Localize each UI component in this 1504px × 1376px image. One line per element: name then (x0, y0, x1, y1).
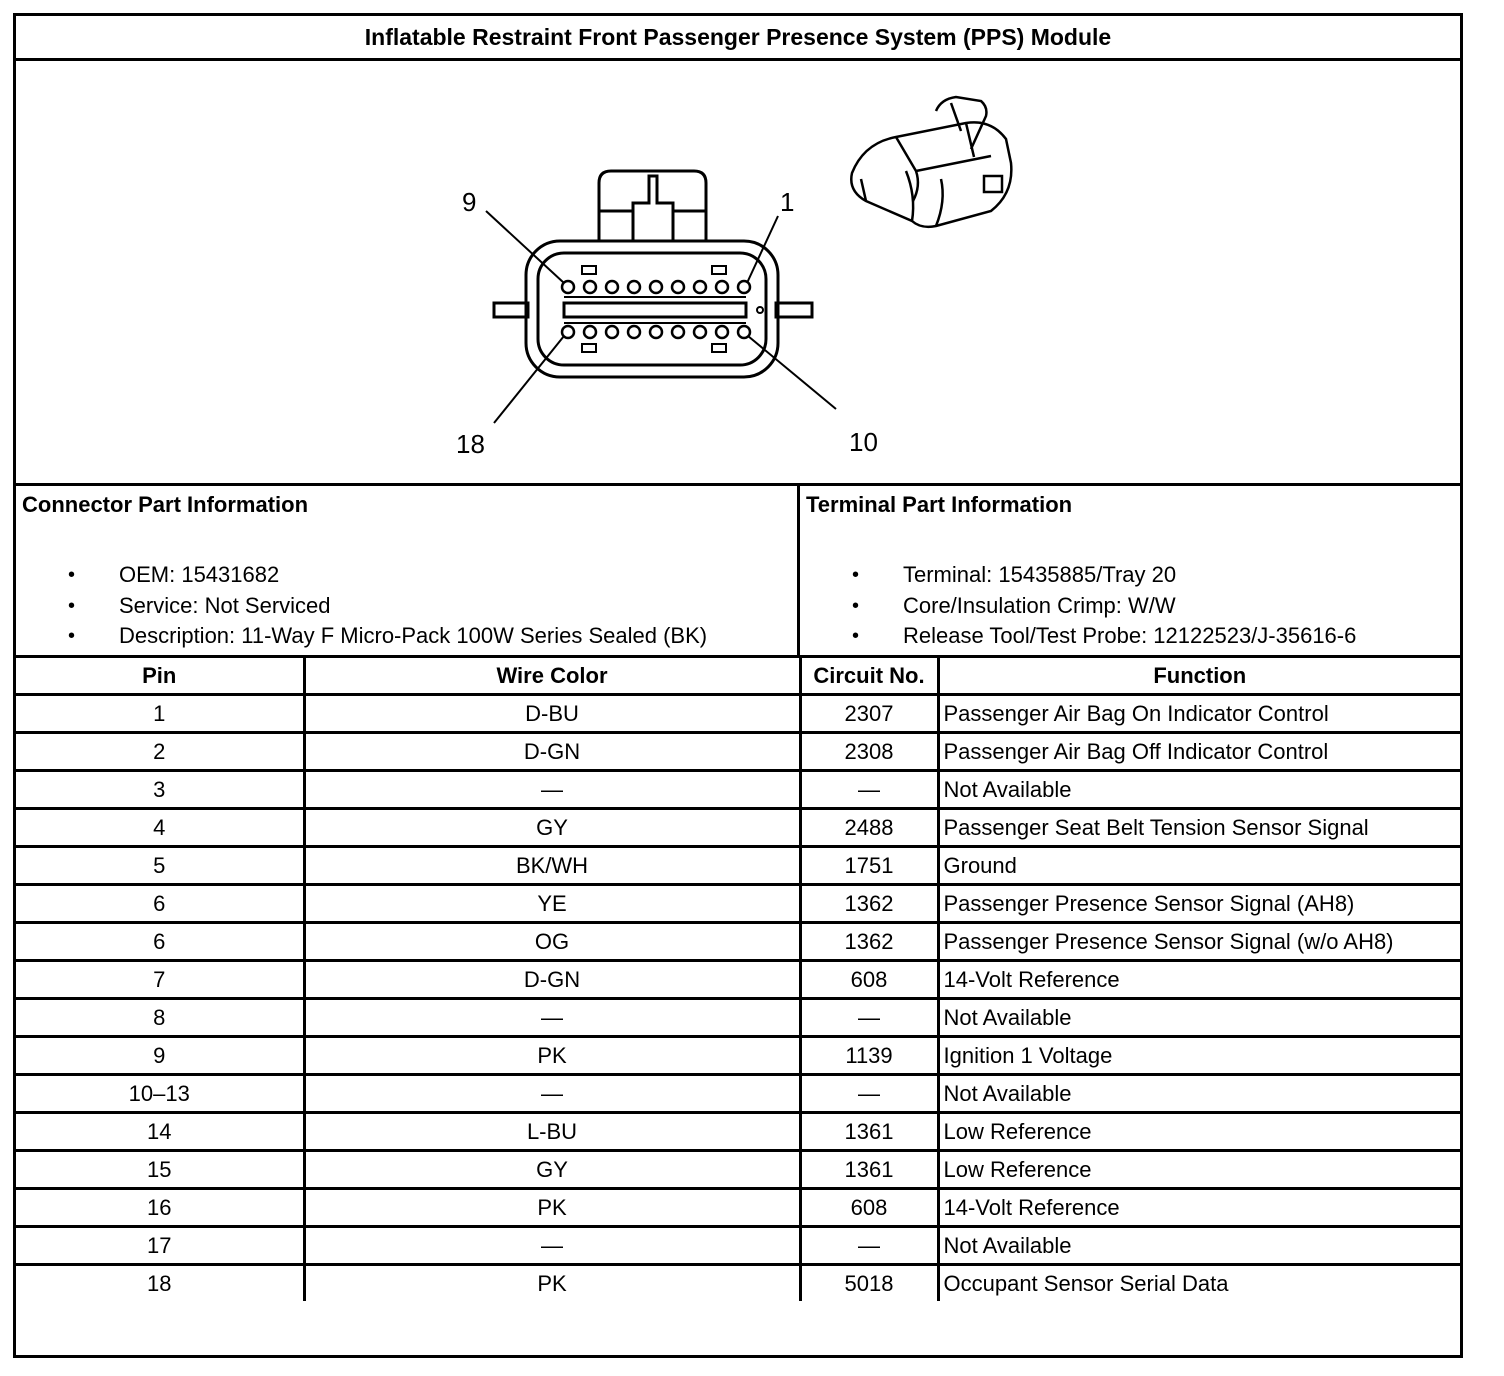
pin-11 (716, 326, 728, 338)
page-title: Inflatable Restraint Front Passenger Presence System (PPS) Module (16, 16, 1460, 61)
pin-8 (584, 281, 596, 293)
cell-pin: 10–13 (16, 1075, 304, 1113)
housing-inner (538, 253, 766, 365)
cell-pin: 6 (16, 885, 304, 923)
pin-5 (650, 281, 662, 293)
table-row (16, 1265, 1460, 1302)
pin-3 (694, 281, 706, 293)
pin-4 (672, 281, 684, 293)
table-row (16, 1151, 1460, 1189)
cell-pin: 6 (16, 923, 304, 961)
cell-pin: 8 (16, 999, 304, 1037)
cell-pin: 15 (16, 1151, 304, 1189)
table-row (16, 771, 1460, 809)
cell-pin: 4 (16, 809, 304, 847)
pin-1 (738, 281, 750, 293)
pin-separator (564, 303, 746, 317)
header-function: Function (938, 657, 1460, 695)
cell-circuit-no: 2308 (800, 733, 938, 771)
cell-wire-color: D-GN (304, 733, 800, 771)
table-row (16, 961, 1460, 999)
cell-wire-color: — (304, 1075, 800, 1113)
cell-pin: 16 (16, 1189, 304, 1227)
cell-circuit-no: 1362 (800, 885, 938, 923)
pin-label-18: 18 (456, 429, 485, 459)
cell-function: Low Reference (938, 1113, 1460, 1151)
list-item: • OEM: 15431682 (16, 560, 707, 591)
pin-15 (628, 326, 640, 338)
table-row (16, 1113, 1460, 1151)
table-row (16, 1075, 1460, 1113)
cell-function: Passenger Air Bag On Indicator Control (938, 695, 1460, 733)
header-circuit-no: Circuit No. (800, 657, 938, 695)
cell-pin: 14 (16, 1113, 304, 1151)
cell-function: Passenger Air Bag Off Indicator Control (938, 733, 1460, 771)
table-row (16, 1227, 1460, 1265)
key (712, 266, 726, 274)
list-item: • Core/Insulation Crimp: W/W (800, 591, 1356, 622)
cell-function: Not Available (938, 771, 1460, 809)
table-row (16, 809, 1460, 847)
cell-circuit-no: 5018 (800, 1265, 938, 1302)
connector-isometric-view (851, 97, 1011, 227)
pin-12 (694, 326, 706, 338)
ear-left (494, 303, 528, 317)
cell-circuit-no: 608 (800, 1189, 938, 1227)
terminal-part-info-heading: Terminal Part Information (806, 492, 1073, 517)
cell-wire-color: — (304, 771, 800, 809)
cell-wire-color: D-GN (304, 961, 800, 999)
cell-wire-color: BK/WH (304, 847, 800, 885)
table-row (16, 885, 1460, 923)
connector-face-drawing (16, 61, 1460, 483)
cell-function: Not Available (938, 999, 1460, 1037)
pin-14 (650, 326, 662, 338)
cell-circuit-no: — (800, 1227, 938, 1265)
cell-wire-color: OG (304, 923, 800, 961)
cell-function: 14-Volt Reference (938, 1189, 1460, 1227)
cell-wire-color: YE (304, 885, 800, 923)
cell-function: Low Reference (938, 1151, 1460, 1189)
polarity-dot (757, 307, 763, 313)
cell-wire-color: — (304, 999, 800, 1037)
table-header-row (16, 657, 1460, 695)
cell-pin: 5 (16, 847, 304, 885)
cell-function: Not Available (938, 1075, 1460, 1113)
terminal-part-info-list (800, 560, 1356, 652)
pin-13 (672, 326, 684, 338)
table-row (16, 1189, 1460, 1227)
cell-function: Passenger Presence Sensor Signal (AH8) (938, 885, 1460, 923)
cell-wire-color: D-BU (304, 695, 800, 733)
cell-function: 14-Volt Reference (938, 961, 1460, 999)
connector-sheet (13, 13, 1463, 1358)
pin-2 (716, 281, 728, 293)
latch-foot-right (673, 211, 706, 241)
key (582, 266, 596, 274)
cell-wire-color: GY (304, 809, 800, 847)
cell-circuit-no: — (800, 771, 938, 809)
pin-17 (584, 326, 596, 338)
pinout-table (16, 655, 1460, 1301)
table-row (16, 847, 1460, 885)
list-item: • Terminal: 15435885/Tray 20 (800, 560, 1356, 591)
connector-part-info (16, 486, 800, 658)
connector-part-info-heading: Connector Part Information (22, 492, 309, 517)
header-pin: Pin (16, 657, 304, 695)
cell-circuit-no: 1751 (800, 847, 938, 885)
cell-circuit-no: 2488 (800, 809, 938, 847)
cell-function: Passenger Presence Sensor Signal (w/o AH8) (938, 923, 1460, 961)
leader-18 (494, 336, 564, 423)
pin-label-10: 10 (849, 427, 878, 457)
connector-part-info-list (16, 560, 707, 652)
cell-wire-color: PK (304, 1189, 800, 1227)
cell-pin: 9 (16, 1037, 304, 1075)
cell-circuit-no: 1139 (800, 1037, 938, 1075)
cell-pin: 7 (16, 961, 304, 999)
cell-function: Ground (938, 847, 1460, 885)
header-wire-color: Wire Color (304, 657, 800, 695)
cell-circuit-no: 1362 (800, 923, 938, 961)
cell-pin: 18 (16, 1265, 304, 1302)
connector-diagram (16, 61, 1460, 486)
cell-function: Ignition 1 Voltage (938, 1037, 1460, 1075)
pin-label-9: 9 (462, 187, 477, 217)
table-row (16, 733, 1460, 771)
list-item: • Description: 11-Way F Micro-Pack 100W Series Sealed (BK) (16, 621, 707, 652)
cell-pin: 17 (16, 1227, 304, 1265)
cell-circuit-no: 1361 (800, 1151, 938, 1189)
pin-16 (606, 326, 618, 338)
table-row (16, 923, 1460, 961)
key (582, 344, 596, 352)
cell-circuit-no: 2307 (800, 695, 938, 733)
terminal-part-info (800, 486, 1460, 658)
list-item: • Service: Not Serviced (16, 591, 707, 622)
cell-function: Passenger Seat Belt Tension Sensor Signal (938, 809, 1460, 847)
pin-6 (628, 281, 640, 293)
latch (599, 171, 706, 241)
leader-1 (747, 216, 778, 283)
cell-pin: 3 (16, 771, 304, 809)
cell-wire-color: L-BU (304, 1113, 800, 1151)
table-row (16, 695, 1460, 733)
cell-circuit-no: — (800, 1075, 938, 1113)
cell-pin: 2 (16, 733, 304, 771)
latch-slot (633, 176, 673, 241)
table-row (16, 999, 1460, 1037)
latch-foot-left (599, 211, 633, 241)
list-item: • Release Tool/Test Probe: 12122523/J-35616-6 (800, 621, 1356, 652)
cell-wire-color: PK (304, 1037, 800, 1075)
cell-circuit-no: 608 (800, 961, 938, 999)
cell-wire-color: PK (304, 1265, 800, 1302)
cell-wire-color: — (304, 1227, 800, 1265)
cell-function: Occupant Sensor Serial Data (938, 1265, 1460, 1302)
cell-circuit-no: 1361 (800, 1113, 938, 1151)
cell-function: Not Available (938, 1227, 1460, 1265)
cell-circuit-no: — (800, 999, 938, 1037)
pin-label-1: 1 (780, 187, 795, 217)
pin-7 (606, 281, 618, 293)
cell-pin: 1 (16, 695, 304, 733)
ear-right (776, 303, 812, 317)
key (712, 344, 726, 352)
table-row (16, 1037, 1460, 1075)
cell-wire-color: GY (304, 1151, 800, 1189)
